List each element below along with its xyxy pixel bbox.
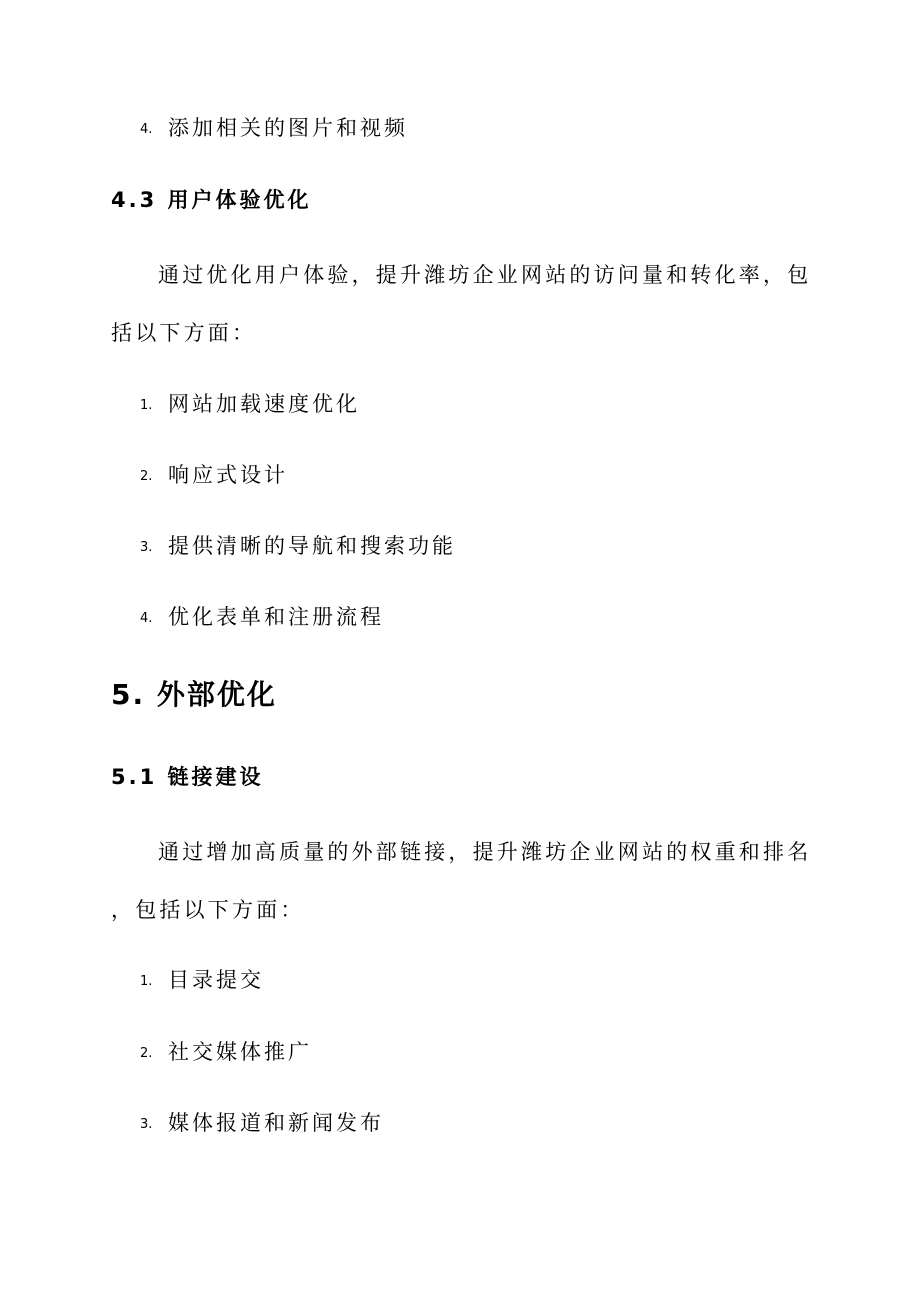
section-heading-4-3: 4.3 用户体验优化 [111,188,312,212]
list-number: 3. [140,1117,153,1132]
list-text: 媒体报道和新闻发布 [168,1111,384,1135]
list-item [140,388,360,418]
list-text: 目录提交 [168,968,264,992]
list-text: 提供清晰的导航和搜索功能 [168,534,456,558]
list-number: 4. [140,611,153,626]
list-item [140,1107,384,1137]
section-heading-5-1: 5.1 链接建设 [111,765,264,789]
list-text: 网站加载速度优化 [168,392,360,416]
list-number: 1. [140,398,153,413]
list-number: 2. [140,469,153,484]
list-item [140,601,384,631]
list-item [140,1036,312,1066]
list-text: 响应式设计 [168,463,288,487]
list-item [140,964,264,994]
list-item [140,530,456,560]
list-number: 4. [140,122,153,137]
paragraph-line: 通过增加高质量的外部链接，提升潍坊企业网站的权重和排名 [158,840,812,864]
list-text: 优化表单和注册流程 [168,605,384,629]
list-number: 1. [140,974,153,989]
paragraph-line: ，包括以下方面： [111,898,305,922]
list-number: 2. [140,1046,153,1061]
list-number: 3. [140,540,153,555]
section-heading-5: 5. 外部优化 [111,678,277,711]
paragraph-line: 括以下方面： [111,321,257,345]
paragraph-line: 通过优化用户体验，提升潍坊企业网站的访问量和转化率，包 [158,263,812,287]
list-item [140,459,288,489]
list-text: 社交媒体推广 [168,1040,312,1064]
list-text: 添加相关的图片和视频 [168,116,408,140]
list-item [140,112,408,142]
